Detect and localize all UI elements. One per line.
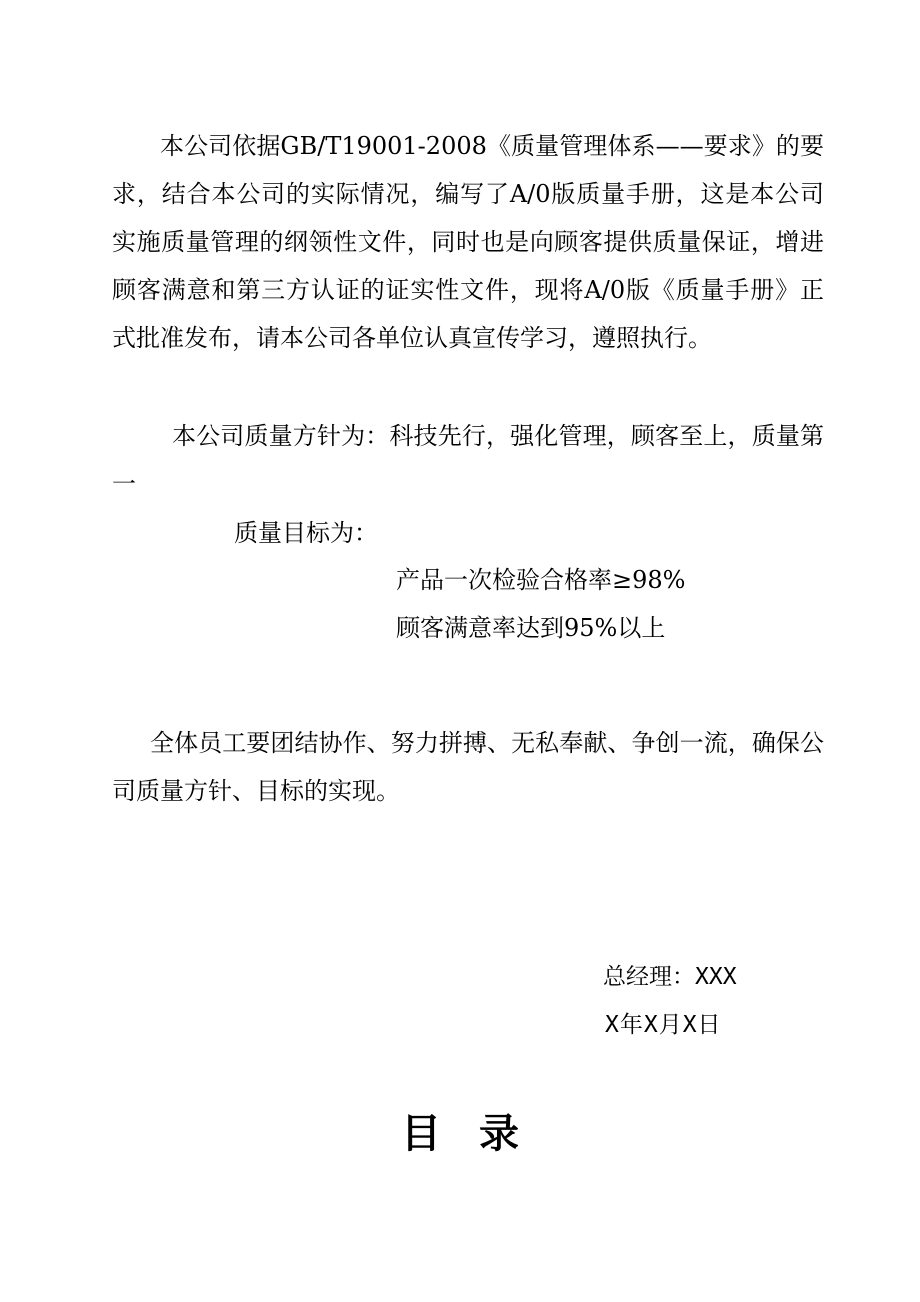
table-of-contents-title: 目录 xyxy=(401,1111,557,1157)
general-manager-signature: 总经理：XXX xyxy=(603,964,737,990)
quality-objective-item: 产品一次检验合格率≥98% xyxy=(396,566,686,594)
intro-paragraph: 本公司依据GB/T19001-2008《质量管理体系——要求》的要求，结合本公司的实际情况，编写了A/0版质量手册，这是本公司实施质量管理的纲领性文件，同时也是向顾客提供质量保证，增进顾客满意和第三方认证的证实性文件，现将A/0版《质量手册》正式批准发布，请本公司各单位认真宣传学习，遵照执行。 xyxy=(112,132,824,352)
quality-objectives-label: 质量目标为： xyxy=(234,519,378,547)
closing-paragraph: 全体员工要团结协作、努力拼搏、无私奉献、争创一流，确保公司质量方针、目标的实现。 xyxy=(112,729,824,805)
quality-objective-item: 顾客满意率达到95%以上 xyxy=(396,614,666,642)
quality-policy-paragraph: 本公司质量方针为：科技先行，强化管理，顾客至上，质量第一 xyxy=(112,422,824,498)
signature-date: X年X月X日 xyxy=(605,1012,722,1038)
